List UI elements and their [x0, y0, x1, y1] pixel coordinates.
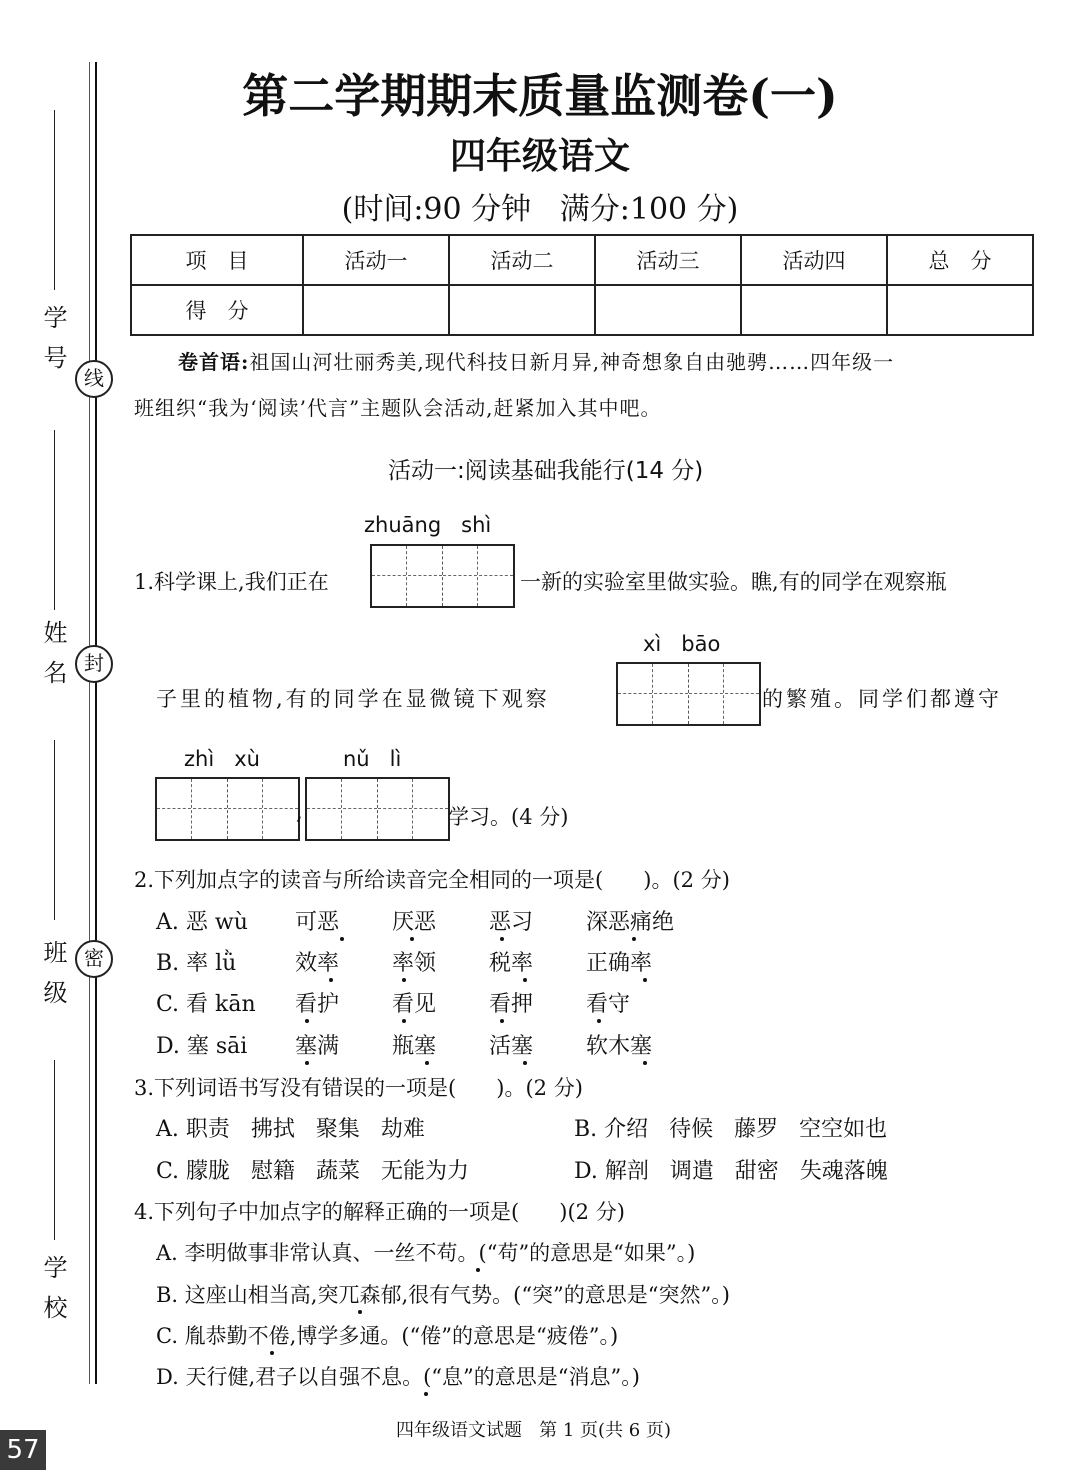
q1-text-f: 学习。(4 分) — [448, 805, 569, 829]
emphasis-dot — [476, 1268, 480, 1272]
time-info: (时间:90 分钟 满分:100 分) — [341, 192, 739, 227]
xuexiao-underline — [54, 1060, 55, 1240]
q1-text-b: 一新的实验室里做实验。瞧,有的同学在观察瓶 — [520, 570, 947, 594]
q2-option-a-label: A. 恶 wù — [156, 910, 248, 935]
page-number-badge: 57 — [0, 1430, 46, 1470]
score-header-cell: 活动二 — [449, 235, 595, 285]
score-cell[interactable] — [887, 285, 1033, 335]
q3-option-d: D. 解剖 调遣 甜密 失魂落魄 — [574, 1159, 888, 1184]
label-banji: 班级 — [39, 940, 67, 1020]
q3-option-b: B. 介绍 待候 藤罗 空空如也 — [574, 1117, 888, 1142]
answer-grid-nuli[interactable] — [305, 777, 450, 841]
q4-option-b: B. 这座山相当高,突兀森郁,很有气势。(“突”的意思是“突然”。) — [156, 1283, 730, 1307]
answer-grid-zhuangshi[interactable] — [370, 544, 515, 608]
emphasis-dot — [424, 1392, 428, 1396]
q4-stem: 4.下列句子中加点字的解释正确的一项是( )(2 分) — [134, 1200, 625, 1224]
score-table-header-row — [131, 235, 1033, 285]
emphasis-dot — [402, 978, 406, 982]
binding-line-inner — [89, 62, 90, 1384]
score-header-cell: 总 分 — [887, 235, 1033, 285]
q2-option-a-word: 可恶 — [295, 910, 340, 935]
q1-text-a: 1.科学课上,我们正在 — [134, 570, 329, 594]
label-xuexiao: 学校 — [39, 1255, 67, 1335]
score-cell[interactable] — [595, 285, 741, 335]
q2-option-b-word: 率领 — [392, 951, 437, 976]
q2-option-d-word: 塞满 — [295, 1034, 340, 1059]
q2-option-c-word: 看见 — [392, 992, 437, 1017]
score-cell[interactable] — [741, 285, 887, 335]
section1-title: 活动一:阅读基础我能行(14 分) — [388, 458, 704, 484]
q4-option-a: A. 李明做事非常认真、一丝不苟。(“苟”的意思是“如果”。) — [156, 1241, 696, 1265]
score-cell[interactable] — [303, 285, 449, 335]
banji-underline — [54, 740, 55, 920]
answer-grid-xibao[interactable] — [616, 662, 761, 726]
label-xingming: 姓名 — [39, 620, 67, 700]
q2-option-a-word: 恶习 — [489, 910, 534, 935]
pinyin-zhuangshi: zhuāng shì — [364, 513, 492, 537]
q2-option-c-word: 看护 — [295, 992, 340, 1017]
seal-mi: 密 — [75, 940, 113, 978]
q2-option-b-label: B. 率 lǜ — [156, 951, 237, 976]
q3-option-c: C. 朦胧 慰籍 蔬菜 无能为力 — [156, 1159, 469, 1184]
q2-option-b-word: 效率 — [295, 951, 340, 976]
seal-feng: 封 — [75, 645, 113, 683]
emphasis-dot — [402, 1019, 406, 1023]
pinyin-nuli: nǔ lì — [343, 747, 402, 771]
intro-line2: 班组织“我为‘阅读’代言”主题队会活动,赶紧加入其中吧。 — [134, 396, 662, 420]
pinyin-zhixu: zhì xù — [184, 747, 260, 771]
emphasis-dot — [523, 1061, 527, 1065]
page-footer: 四年级语文试题 第 1 页(共 6 页) — [396, 1420, 671, 1441]
score-cell[interactable] — [449, 285, 595, 335]
score-table-row — [131, 285, 1033, 335]
q1-text-c: 子里的植物,有的同学在显微镜下观察 — [156, 687, 550, 711]
q2-option-d-word: 软木塞 — [586, 1034, 653, 1059]
intro-line1 — [178, 346, 894, 375]
q1-text-e: , — [296, 800, 303, 824]
emphasis-dot — [643, 1061, 647, 1065]
emphasis-dot — [425, 1061, 429, 1065]
q2-stem: 2.下列加点字的读音与所给读音完全相同的一项是( )。(2 分) — [134, 868, 730, 892]
q2-option-a-word: 厌恶 — [392, 910, 437, 935]
q1-text-d: 的繁殖。同学们都遵守 — [762, 687, 1002, 711]
seal-xian: 线 — [75, 360, 113, 398]
q4-option-c: C. 胤恭勤不倦,博学多通。(“倦”的意思是“疲倦”。) — [156, 1324, 619, 1348]
q2-option-d-word: 活塞 — [489, 1034, 534, 1059]
emphasis-dot — [500, 1019, 504, 1023]
q2-option-c-word: 看守 — [586, 992, 631, 1017]
answer-grid-zhixu[interactable] — [155, 777, 300, 841]
intro-label: 卷首语: — [178, 350, 250, 374]
label-xuehao: 学号 — [39, 305, 67, 385]
emphasis-dot — [305, 1061, 309, 1065]
score-header-cell: 项 目 — [131, 235, 303, 285]
pinyin-xibao: xì bāo — [643, 632, 721, 656]
q2-option-d-label: D. 塞 sāi — [156, 1034, 248, 1059]
xingming-underline — [54, 430, 55, 610]
score-header-cell: 活动一 — [303, 235, 449, 285]
score-row-label: 得 分 — [131, 285, 303, 335]
q2-option-c-word: 看押 — [489, 992, 534, 1017]
emphasis-dot — [643, 978, 647, 982]
q2-option-d-word: 瓶塞 — [392, 1034, 437, 1059]
emphasis-dot — [329, 978, 333, 982]
emphasis-dot — [597, 1019, 601, 1023]
emphasis-dot — [340, 937, 344, 941]
binding-line — [95, 62, 97, 1384]
q2-option-c-label: C. 看 kān — [156, 992, 256, 1017]
q2-option-a-word: 深恶痛绝 — [586, 910, 675, 935]
emphasis-dot — [358, 1310, 362, 1314]
emphasis-dot — [270, 1351, 274, 1355]
score-header-cell: 活动四 — [741, 235, 887, 285]
emphasis-dot — [410, 937, 414, 941]
q2-option-b-word: 税率 — [489, 951, 534, 976]
page-title: 第二学期期末质量监测卷(一) — [242, 69, 838, 123]
emphasis-dot — [632, 937, 636, 941]
emphasis-dot — [305, 1019, 309, 1023]
q2-option-b-word: 正确率 — [586, 951, 653, 976]
q4-option-d: D. 天行健,君子以自强不息。(“息”的意思是“消息”。) — [156, 1365, 640, 1389]
emphasis-dot — [500, 937, 504, 941]
score-table — [130, 234, 1034, 336]
page-subtitle: 四年级语文 — [449, 135, 630, 177]
score-header-cell: 活动三 — [595, 235, 741, 285]
q3-stem: 3.下列词语书写没有错误的一项是( )。(2 分) — [134, 1076, 583, 1100]
emphasis-dot — [523, 978, 527, 982]
intro-text-1: 祖国山河壮丽秀美,现代科技日新月异,神奇想象自由驰骋……四年级一 — [249, 350, 895, 374]
q3-option-a: A. 职责 拂拭 聚集 劫难 — [156, 1117, 425, 1142]
